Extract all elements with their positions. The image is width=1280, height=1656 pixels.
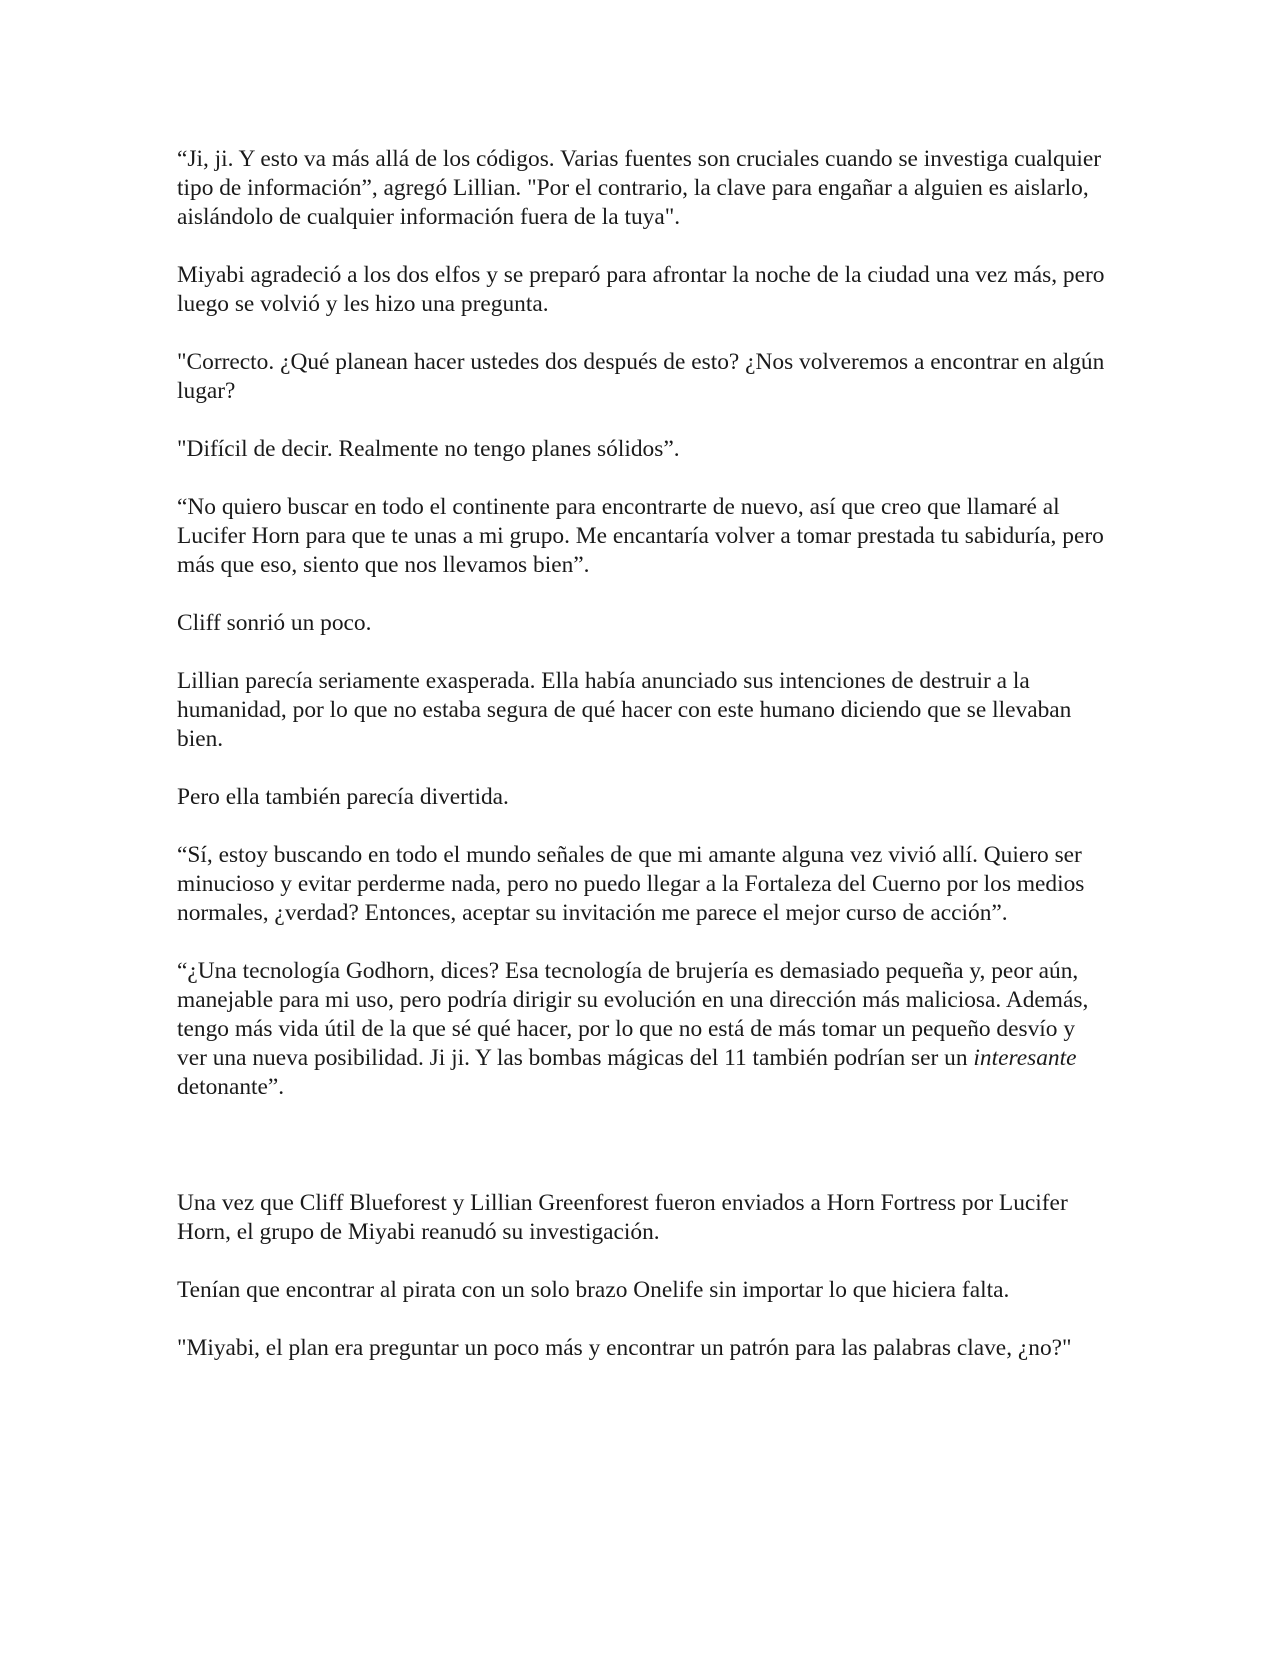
italic-word: interesante (973, 1045, 1077, 1071)
paragraph: "Difícil de decir. Realmente no tengo planes sólidos”. (177, 436, 680, 462)
paragraph: Miyabi agradeció a los dos elfos y se preparó para afrontar la noche de la ciudad una vez más, pero luego se volvió y les hizo una pregunta. (177, 262, 1105, 317)
document-body (177, 145, 1107, 1392)
paragraph: “Sí, estoy buscando en todo el mundo señales de que mi amante alguna vez vivió allí. Quiero ser minucioso y evitar perderme nada, pero no puedo llegar a la Fortaleza del Cuerno por los medios normales, ¿verdad? Entonces, aceptar su invitación me parece el mejor curso de acción”. (177, 842, 1085, 926)
paragraph: Pero ella también parecía divertida. (177, 784, 509, 810)
paragraph: Tenían que encontrar al pirata con un solo brazo Onelife sin importar lo que hiciera falta. (177, 1277, 1010, 1303)
paragraph-text-after: detonante”. (177, 1074, 285, 1100)
paragraph: Cliff sonrió un poco. (177, 610, 372, 636)
paragraph: "Miyabi, el plan era preguntar un poco más y encontrar un patrón para las palabras clave, ¿no?" (177, 1335, 1072, 1361)
paragraph: "Correcto. ¿Qué planean hacer ustedes dos después de esto? ¿Nos volveremos a encontrar en algún lugar? (177, 349, 1105, 404)
paragraph: “Ji, ji. Y esto va más allá de los códigos. Varias fuentes son cruciales cuando se investiga cualquier tipo de información”, agregó Lillian. "Por el contrario, la clave para engañar a alguien es aislarlo, aislándolo de cualquier información fuera de la tuya". (177, 146, 1102, 230)
section-break (177, 1131, 1107, 1189)
paragraph: Una vez que Cliff Blueforest y Lillian Greenforest fueron enviados a Horn Fortress por Lucifer Horn, el grupo de Miyabi reanudó su investigación. (177, 1190, 1068, 1245)
paragraph: “No quiero buscar en todo el continente para encontrarte de nuevo, así que creo que llamaré al Lucifer Horn para que te unas a mi grupo. Me encantaría volver a tomar prestada tu sabiduría, pero más que eso, siento que nos llevamos bien”. (177, 494, 1104, 578)
paragraph: Lillian parecía seriamente exasperada. Ella había anunciado sus intenciones de destruir a la humanidad, por lo que no estaba segura de qué hacer con este humano diciendo que se llevaban bien. (177, 668, 1072, 752)
paragraph-text-before: “¿Una tecnología Godhorn, dices? Esa tecnología de brujería es demasiado pequeña y, peor aún, manejable para mi uso, pero podría dirigir su evolución en una dirección más maliciosa. Además, tengo más vida útil de la que sé qué hacer, por lo que no está de más tomar un pequeño desvío y ver una nueva posibilidad. Ji ji. Y las bombas mágicas del 11 también podrían ser un (177, 958, 1089, 1071)
paragraph-with-italic (177, 957, 1107, 1102)
